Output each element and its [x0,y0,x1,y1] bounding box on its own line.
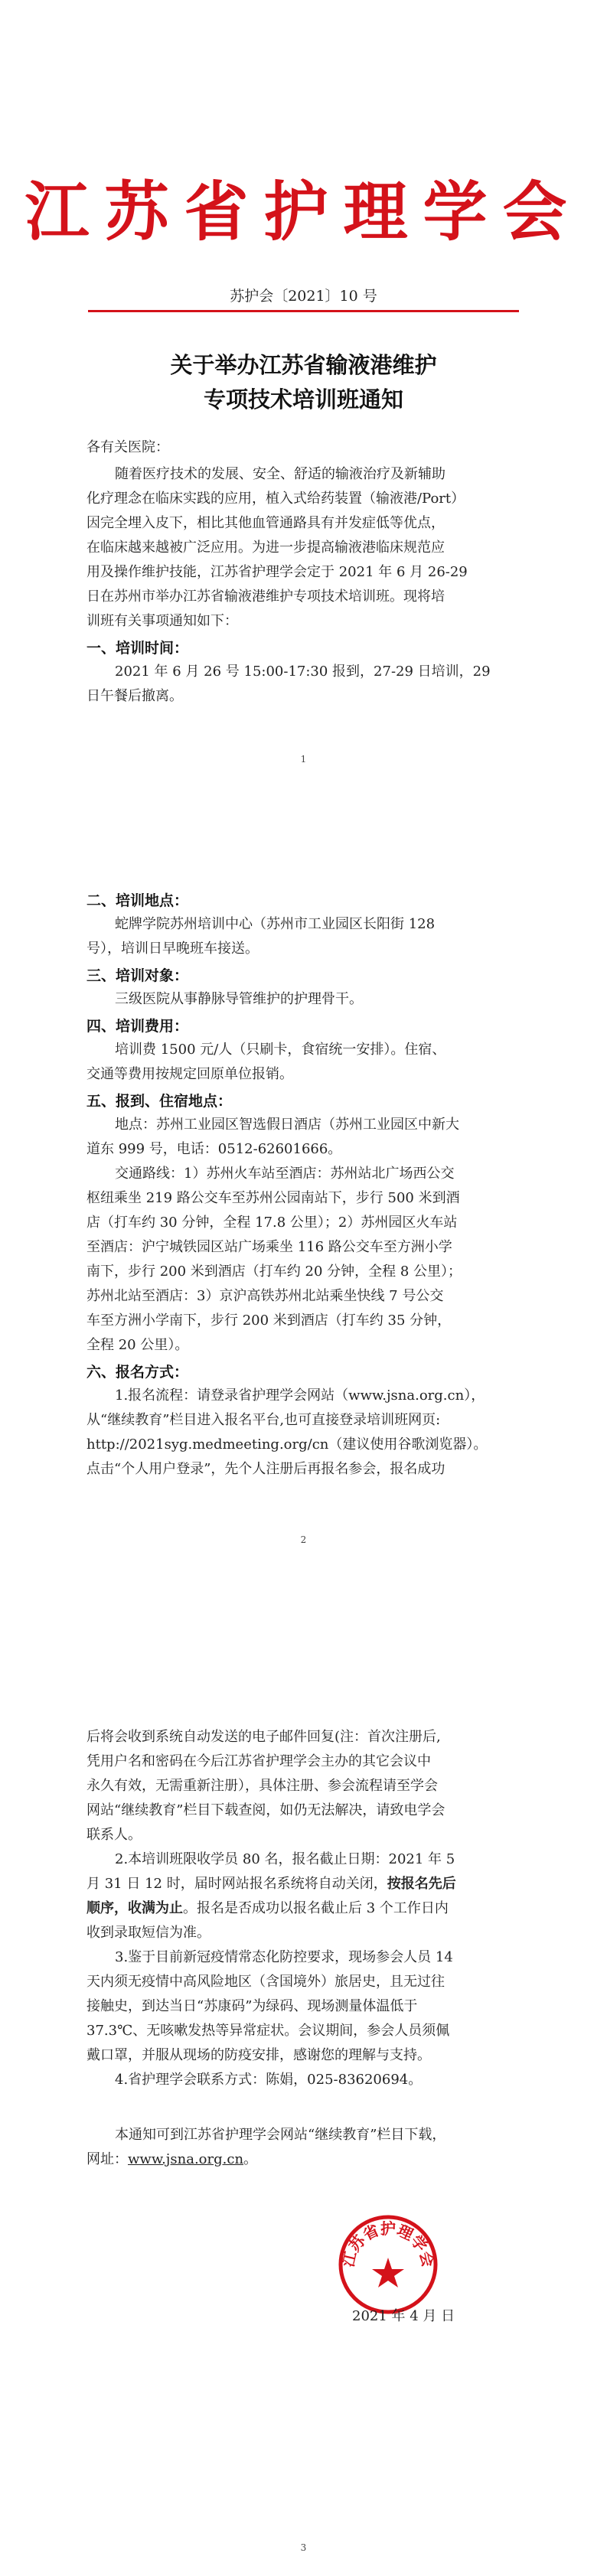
notice-title-line-2: 专项技术培训班通知 [203,386,403,412]
website-link[interactable]: www.jsna.org.cn [128,2151,244,2167]
intro-line: 训班有关事项通知如下： [86,613,238,629]
seal-star-icon [372,2258,404,2287]
url-suffix: 。 [243,2151,258,2167]
section-lodging-line: 车至方洲小学南下，步行 200 米到酒店（打车约 35 分钟， [86,1312,452,1329]
section-heading-registration: 六、报名方式： [86,1364,189,1381]
seal-text: 江苏省护理学会 [338,2219,438,2269]
registration-line: 凭用户名和密码在今后江苏省护理学会主办的其它会议中 [86,1753,431,1769]
header-divider [88,310,519,312]
section-lodging-line: 至酒店：沪宁城铁园区站广场乘坐 116 路公交车至方洲小学 [86,1239,452,1255]
intro-line: 因完全埋入皮下，相比其他血管通路具有并发症低等优点， [86,515,445,531]
document-number: 苏护会〔2021〕10 号 [230,288,377,305]
section-audience-line: 三级医院从事静脉导管维护的护理骨干。 [115,991,363,1007]
section-lodging-line: 道东 999 号，电话：0512-62601666。 [86,1141,342,1157]
section-time-line: 日午餐后撤离。 [86,688,183,704]
covid-line: 接触史，到达当日“苏康码”为绿码、现场测量体温低于 [86,1998,418,2014]
section-fee-line: 培训费 1500 元/人（只刷卡，食宿统一安排）。住宿、 [115,1042,446,1058]
registration-url-line: http://2021syg.medmeeting.org/cn（建议使用谷歌浏览器）。 [86,1436,488,1453]
page-number: 3 [300,2542,307,2553]
section-lodging-line: 店（打车约 30 分钟，全程 17.8 公里）；2）苏州园区火车站 [86,1215,458,1231]
covid-line: 戴口罩，并服从现场的防疫安排，感谢您的理解与支持。 [86,2047,431,2063]
section-location-line: 蛇牌学院苏州培训中心（苏州市工业园区长阳街 128 [115,916,436,932]
section-heading-location: 二、培训地点： [86,892,189,909]
page-number: 2 [300,1534,307,1545]
section-heading-fee: 四、培训费用： [86,1018,189,1035]
section-time-line: 2021 年 6 月 26 号 15:00-17:30 报到，27-29 日培训，29 [115,664,491,680]
url-prefix: 网址： [86,2151,128,2167]
section-location-line: 号），培训日早晚班车接送。 [86,941,259,957]
closing-line: 本通知可到江苏省护理学会网站“继续教育”栏目下载， [115,2127,446,2143]
registration-line: 收到录取短信为准。 [86,1925,210,1941]
intro-line: 化疗理念在临床实践的应用，植入式给药装置（输液港/Port） [86,491,465,507]
intro-line: 日在苏州市举办江苏省输液港维护专项技术培训班。现将培 [86,589,445,605]
registration-line: 1.报名流程：请登录省护理学会网站（www.jsna.org.cn）， [115,1387,485,1404]
section-lodging-line: 地点：苏州工业园区智选假日酒店（苏州工业园区中新大 [115,1117,459,1133]
covid-line: 37.3℃、无咳嗽发热等异常症状。会议期间，参会人员须佩 [86,2023,450,2039]
section-heading-audience: 三、培训对象： [86,967,189,984]
registration-line: 点击“个人用户登录”，先个人注册后再报名参会，报名成功 [86,1461,445,1477]
page-number: 1 [300,754,307,765]
intro-line: 用及操作维护技能，江苏省护理学会定于 2021 年 6 月 26-29 [86,564,468,580]
registration-order-line [86,1899,521,1918]
covid-line: 3.鉴于目前新冠疫情常态化防控要求，现场参会人员 14 [115,1949,453,1965]
intro-line: 在临床越来越被广泛应用。为进一步提高输液港临床规范应 [86,540,445,556]
section-lodging-line: 交通路线：1）苏州火车站至酒店：苏州站北广场西公交 [115,1166,455,1182]
section-lodging-line: 全程 20 公里）。 [86,1337,189,1353]
registration-line: 永久有效，无需重新注册），具体注册、参会流程请至学会 [86,1778,438,1794]
deadline-text: 月 31 日 12 时，届时网站报名系统将自动关闭， [86,1876,387,1892]
section-heading-time: 一、培训时间： [86,640,189,657]
intro-line: 随着医疗技术的发展、安全、舒适的输液治疗及新辅助 [115,466,445,482]
until-full-emphasis: 顺序，收满为止 [86,1900,183,1916]
first-come-emphasis: 按报名先后 [387,1876,456,1892]
confirmation-text: 。报名是否成功以报名截止后 3 个工作日内 [183,1900,449,1916]
page-2 [0,857,607,1714]
registration-quota-line: 2.本培训班限收学员 80 名，报名截止日期：2021 年 5 [115,1851,455,1867]
registration-line: 网站“继续教育”栏目下载查阅，如仍无法解决，请致电学会 [86,1802,445,1818]
notice-title-line-1: 关于举办江苏省输液港维护 [170,352,437,378]
page-1 [0,0,607,857]
section-lodging-line: 枢纽乘坐 219 路公交车至苏州公园南站下，步行 500 米到酒 [86,1190,460,1206]
registration-line: 从“继续教育”栏目进入报名平台,也可直接登录培训班网页: [86,1412,441,1428]
section-heading-lodging: 五、报到、住宿地点： [86,1093,233,1110]
registration-deadline-line [86,1875,521,1893]
issue-date: 2021 年 4 月 日 [352,2308,455,2324]
closing-url-line [86,2150,521,2169]
section-lodging-line: 南下，步行 200 米到酒店（打车约 20 分钟，全程 8 公里）； [86,1264,462,1280]
official-seal-icon [337,2213,439,2316]
covid-line: 天内须无疫情中高风险地区（含国境外）旅居史，且无过往 [86,1974,445,1990]
org-header-title: 江苏省护理学会 [24,174,583,249]
registration-line: 联系人。 [86,1827,142,1843]
contact-line: 4.省护理学会联系方式：陈娟，025-83620694。 [115,2072,423,2088]
salutation: 各有关医院： [86,439,169,455]
registration-line: 后将会收到系统自动发送的电子邮件回复(注：首次注册后, [86,1729,441,1745]
page-3 [0,1714,607,2576]
section-lodging-line: 苏州北站至酒店：3）京沪高铁苏州北站乘坐快线 7 号公交 [86,1288,444,1304]
section-fee-line: 交通等费用按规定回原单位报销。 [86,1066,293,1082]
